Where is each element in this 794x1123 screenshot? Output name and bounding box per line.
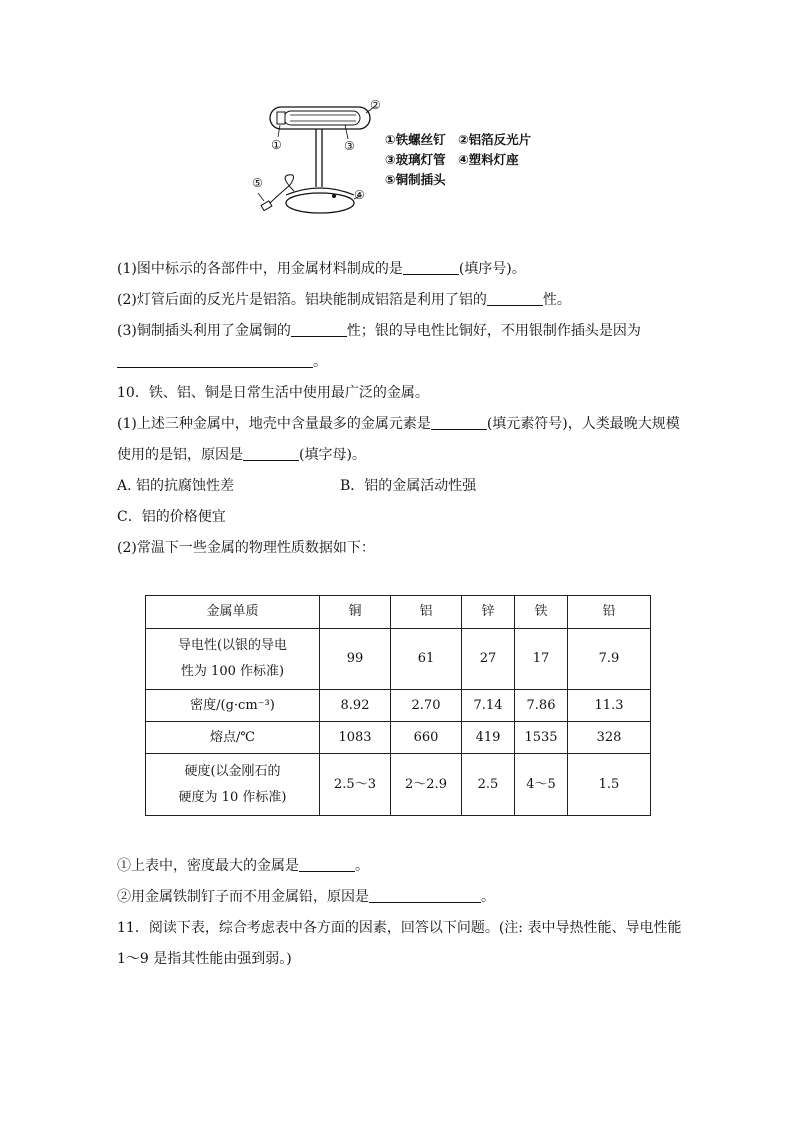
answer-blank[interactable]: [431, 415, 487, 430]
q11-line2: 1～9 是指其性能由强到弱。): [117, 951, 292, 967]
table-cell: 660: [391, 722, 462, 754]
q10-sub2-suffix: 。: [481, 889, 495, 905]
table-header: 铁: [515, 596, 568, 629]
q10-part1-mid: (填元素符号)，人类最晚大规模: [486, 416, 680, 432]
table-cell: 1083: [320, 722, 391, 754]
table-cell: 7.86: [515, 690, 568, 722]
table-cell: 11.3: [568, 690, 651, 722]
table-row: [146, 722, 651, 754]
q10-part1-cont: [117, 445, 366, 465]
marker-4: ④: [354, 188, 365, 202]
table-cell: 2.5～3: [320, 754, 391, 816]
table-row-label: [146, 754, 320, 816]
legend-line-1: ①铁螺丝钉 ②铝箔反光片: [385, 132, 532, 147]
q10-sub1: [117, 856, 369, 876]
q9-part1: [117, 259, 526, 279]
table-cell: 328: [568, 722, 651, 754]
q9-part1-suffix: (填序号)。: [458, 261, 526, 277]
row-label-line1: 导电性(以银的导电: [177, 638, 288, 653]
table-header: 铅: [568, 596, 651, 629]
answer-blank[interactable]: [487, 291, 543, 306]
q10-sub1-text: ①上表中，密度最大的金属是: [117, 858, 299, 874]
metal-properties-table: [145, 595, 651, 816]
table-header-row: [146, 596, 651, 629]
plug: [261, 201, 272, 211]
table-header: 锌: [462, 596, 515, 629]
row-label-line2: 性为 100 作标准): [180, 664, 285, 679]
table-row: [146, 754, 651, 816]
table-header: 铜: [320, 596, 391, 629]
lamp-tube: [284, 111, 360, 125]
q9-part3-suffix: 性；银的导电性比铜好，不用银制作插头是因为: [346, 323, 641, 339]
q9-part3-cont: [117, 352, 327, 372]
marker-2: ②: [370, 98, 381, 112]
q9-part1-text: (1)图中标示的各部件中，用金属材料制成的是: [117, 261, 403, 277]
table-cell: 61: [391, 629, 462, 690]
q9-part2: [117, 290, 571, 310]
q9-part2-suffix: 性。: [542, 292, 571, 308]
table-cell: 27: [462, 629, 515, 690]
q10-sub1-suffix: 。: [355, 858, 369, 874]
table-cell: 419: [462, 722, 515, 754]
q9-part3-end: 。: [313, 354, 327, 370]
table-cell: 1535: [515, 722, 568, 754]
answer-blank[interactable]: [243, 446, 299, 461]
q11-line1: 11．阅读下表，综合考虑表中各方面的因素，回答以下问题。(注: 表中导热性能、导电性能: [117, 920, 682, 936]
table-cell: 2～2.9: [391, 754, 462, 816]
table-cell: 8.92: [320, 690, 391, 722]
q10-sub2: [117, 887, 495, 907]
power-cord: [268, 175, 294, 205]
q10-option-a: A. 铝的抗腐蚀性差: [117, 478, 235, 494]
row-label-line2: 硬度为 10 作标准): [178, 789, 287, 805]
q10-option-c: C．铝的价格便宜: [117, 509, 226, 525]
answer-blank[interactable]: [117, 353, 313, 368]
answer-blank[interactable]: [299, 857, 355, 872]
marker-5: ⑤: [252, 176, 263, 190]
legend-line-3: ⑤铜制插头: [385, 172, 446, 187]
q10-part1-suffix: (填字母)。: [299, 447, 366, 463]
table-row-label: 熔点/℃: [146, 722, 320, 754]
table-cell: 4～5: [515, 754, 568, 816]
q10-part1-text: (1)上述三种金属中，地壳中含量最多的金属元素是: [117, 416, 431, 432]
table-row: [146, 629, 651, 690]
legend-line-2: ③玻璃灯管 ④塑料灯座: [385, 152, 519, 167]
answer-blank[interactable]: [403, 260, 459, 275]
q10-part2: (2)常温下一些金属的物理性质数据如下：: [117, 540, 375, 556]
table-cell: 7.14: [462, 690, 515, 722]
table-header: 铝: [391, 596, 462, 629]
table-cell: 7.9: [568, 629, 651, 690]
table-cell: 1.5: [568, 754, 651, 816]
table-cell: 99: [320, 629, 391, 690]
screw: [277, 112, 285, 124]
q9-part3: [117, 321, 641, 341]
q10-sub2-text: ②用金属铁制钉子而不用金属铅，原因是: [117, 889, 369, 905]
row-label-line1: 硬度(以金刚石的: [184, 763, 281, 779]
q10-part1-cont-text: 使用的是铝，原因是: [117, 447, 243, 463]
marker-1: ①: [271, 138, 282, 152]
lamp-base: [286, 193, 354, 213]
table-cell: 17: [515, 629, 568, 690]
answer-blank[interactable]: [369, 888, 481, 903]
table-cell: 2.70: [391, 690, 462, 722]
q9-part3-text: (3)铜制插头利用了金属铜的: [117, 323, 291, 339]
answer-blank[interactable]: [291, 322, 347, 337]
table-header: 金属单质: [146, 596, 320, 629]
q10-part1: [117, 414, 680, 434]
q10-option-b: B．铝的金属活动性强: [340, 478, 477, 494]
table-row: [146, 690, 651, 722]
table-row-label: [146, 629, 320, 690]
q10-title: 10．铁、铝、铜是日常生活中使用最广泛的金属。: [117, 385, 429, 401]
table-cell: 2.5: [462, 754, 515, 816]
table-row-label: 密度/(g·cm⁻³): [146, 690, 320, 722]
marker-3: ③: [344, 139, 355, 153]
q9-part2-text: (2)灯管后面的反光片是铝箔。铝块能制成铝箔是利用了铝的: [117, 292, 487, 308]
